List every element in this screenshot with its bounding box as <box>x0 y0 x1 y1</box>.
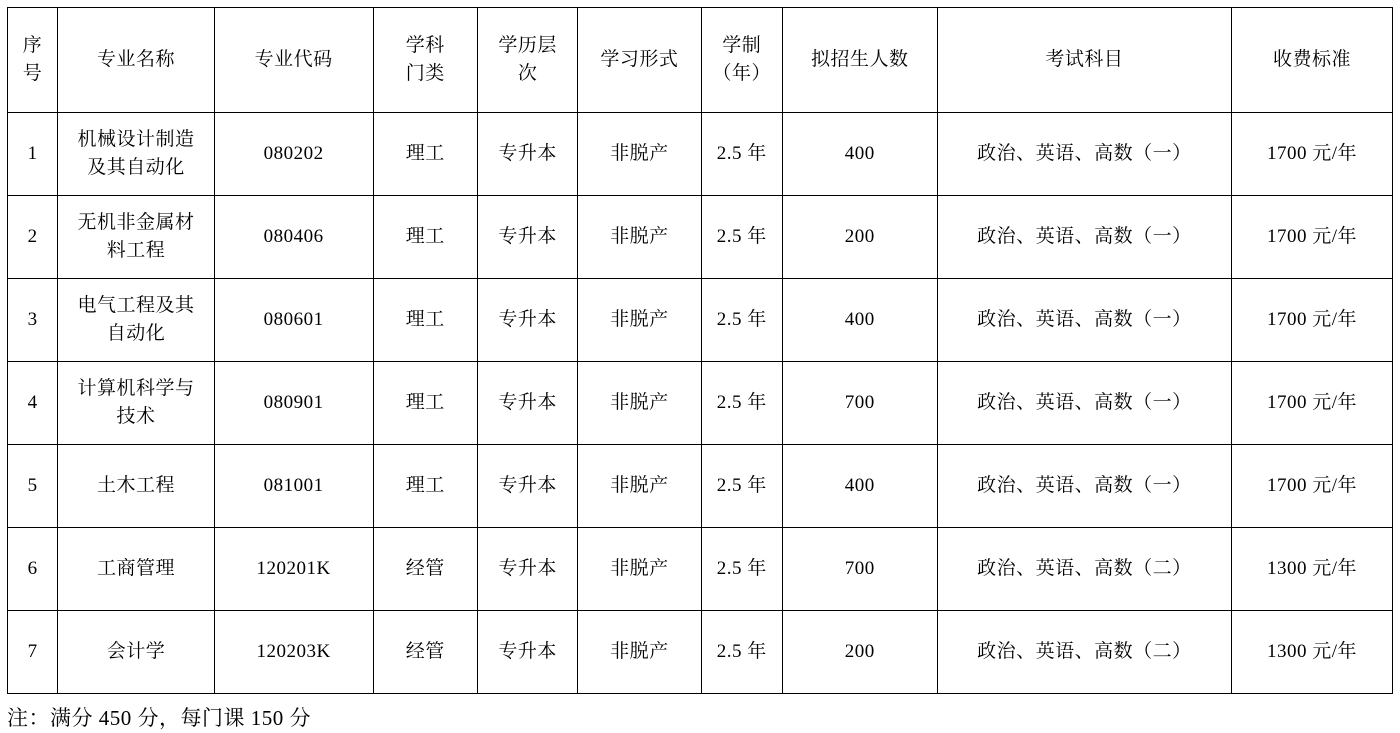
cell-name-line: 电气工程及其 <box>77 295 195 317</box>
cell-name-line: 料工程 <box>106 240 166 261</box>
cell-name-line: 自动化 <box>106 323 166 344</box>
cell-code: 120201K <box>214 528 373 611</box>
column-header-index <box>8 8 58 113</box>
cell-level: 专升本 <box>477 279 577 362</box>
header-line: 学历层 <box>498 35 557 57</box>
column-header-quota <box>782 8 937 113</box>
table-header <box>8 8 1393 113</box>
table-row <box>8 279 1393 362</box>
cell-level: 专升本 <box>477 196 577 279</box>
column-header-form <box>578 8 701 113</box>
header-row <box>8 8 1393 113</box>
cell-discipline: 经管 <box>373 528 477 611</box>
cell-form: 非脱产 <box>578 362 701 445</box>
cell-level: 专升本 <box>477 113 577 196</box>
cell-name <box>58 445 215 528</box>
cell-index: 3 <box>8 279 58 362</box>
cell-name-line: 会计学 <box>106 641 166 663</box>
document-page <box>0 7 1400 730</box>
cell-years: 2.5 年 <box>701 279 782 362</box>
cell-name <box>58 528 215 611</box>
header-line: 门类 <box>405 63 445 84</box>
table-row <box>8 113 1393 196</box>
cell-subjects: 政治、英语、高数（一） <box>937 362 1232 445</box>
cell-name-line: 机械设计制造 <box>77 129 195 151</box>
cell-discipline: 理工 <box>373 445 477 528</box>
cell-discipline: 理工 <box>373 362 477 445</box>
cell-code: 120203K <box>214 611 373 694</box>
header-line: 专业代码 <box>254 49 333 71</box>
cell-code: 081001 <box>214 445 373 528</box>
header-line: 收费标准 <box>1273 49 1352 71</box>
cell-subjects: 政治、英语、高数（一） <box>937 279 1232 362</box>
column-header-years <box>701 8 782 113</box>
table-row <box>8 445 1393 528</box>
cell-name-line: 工商管理 <box>96 558 175 580</box>
cell-level: 专升本 <box>477 528 577 611</box>
cell-quota: 700 <box>782 362 937 445</box>
cell-quota: 200 <box>782 611 937 694</box>
cell-fee: 1300 元/年 <box>1232 528 1393 611</box>
cell-form: 非脱产 <box>578 196 701 279</box>
cell-form: 非脱产 <box>578 528 701 611</box>
cell-code: 080601 <box>214 279 373 362</box>
cell-quota: 400 <box>782 279 937 362</box>
cell-subjects: 政治、英语、高数（二） <box>937 528 1232 611</box>
table-row <box>8 528 1393 611</box>
cell-years: 2.5 年 <box>701 528 782 611</box>
cell-name-line: 无机非金属材 <box>77 212 195 234</box>
cell-level: 专升本 <box>477 445 577 528</box>
column-header-code <box>214 8 373 113</box>
cell-fee: 1700 元/年 <box>1232 113 1393 196</box>
cell-index: 6 <box>8 528 58 611</box>
cell-quota: 200 <box>782 196 937 279</box>
header-line: 序 <box>22 35 43 57</box>
table-row <box>8 196 1393 279</box>
header-line: 次 <box>517 63 538 84</box>
cell-quota: 400 <box>782 445 937 528</box>
cell-fee: 1700 元/年 <box>1232 279 1393 362</box>
cell-index: 5 <box>8 445 58 528</box>
cell-level: 专升本 <box>477 362 577 445</box>
table-row <box>8 362 1393 445</box>
cell-quota: 400 <box>782 113 937 196</box>
cell-fee: 1700 元/年 <box>1232 445 1393 528</box>
cell-form: 非脱产 <box>578 279 701 362</box>
cell-form: 非脱产 <box>578 611 701 694</box>
table-note: 注：满分 450 分，每门课 150 分 <box>7 706 311 730</box>
cell-years: 2.5 年 <box>701 113 782 196</box>
cell-discipline: 理工 <box>373 196 477 279</box>
cell-years: 2.5 年 <box>701 362 782 445</box>
header-line: 拟招生人数 <box>811 49 909 71</box>
cell-name <box>58 196 215 279</box>
table-body <box>8 113 1393 694</box>
header-line: 学科 <box>405 35 445 57</box>
cell-name <box>58 611 215 694</box>
cell-discipline: 经管 <box>373 611 477 694</box>
cell-years: 2.5 年 <box>701 611 782 694</box>
cell-subjects: 政治、英语、高数（一） <box>937 113 1232 196</box>
cell-name <box>58 113 215 196</box>
cell-name-line: 计算机科学与 <box>77 378 195 400</box>
cell-years: 2.5 年 <box>701 445 782 528</box>
cell-code: 080202 <box>214 113 373 196</box>
cell-discipline: 理工 <box>373 279 477 362</box>
cell-name-line: 技术 <box>116 406 156 427</box>
cell-subjects: 政治、英语、高数（二） <box>937 611 1232 694</box>
cell-subjects: 政治、英语、高数（一） <box>937 196 1232 279</box>
cell-name-line: 及其自动化 <box>87 157 185 178</box>
cell-years: 2.5 年 <box>701 196 782 279</box>
cell-index: 4 <box>8 362 58 445</box>
cell-index: 1 <box>8 113 58 196</box>
cell-code: 080406 <box>214 196 373 279</box>
cell-fee: 1700 元/年 <box>1232 362 1393 445</box>
cell-index: 2 <box>8 196 58 279</box>
cell-form: 非脱产 <box>578 113 701 196</box>
cell-name <box>58 362 215 445</box>
cell-fee: 1300 元/年 <box>1232 611 1393 694</box>
cell-index: 7 <box>8 611 58 694</box>
header-line: 号 <box>22 63 43 84</box>
majors-table <box>7 7 1393 694</box>
header-line: 学制 <box>722 35 762 57</box>
cell-quota: 700 <box>782 528 937 611</box>
cell-name <box>58 279 215 362</box>
cell-discipline: 理工 <box>373 113 477 196</box>
table-row <box>8 611 1393 694</box>
cell-subjects: 政治、英语、高数（一） <box>937 445 1232 528</box>
cell-code: 080901 <box>214 362 373 445</box>
header-line: 专业名称 <box>96 49 175 71</box>
column-header-fee <box>1232 8 1393 113</box>
cell-fee: 1700 元/年 <box>1232 196 1393 279</box>
header-line: 学习形式 <box>600 49 679 71</box>
cell-form: 非脱产 <box>578 445 701 528</box>
cell-name-line: 土木工程 <box>96 475 175 497</box>
header-line: 考试科目 <box>1045 49 1124 71</box>
header-line: （年） <box>712 63 771 84</box>
column-header-level <box>477 8 577 113</box>
column-header-name <box>58 8 215 113</box>
column-header-subjects <box>937 8 1232 113</box>
cell-level: 专升本 <box>477 611 577 694</box>
column-header-discipline <box>373 8 477 113</box>
